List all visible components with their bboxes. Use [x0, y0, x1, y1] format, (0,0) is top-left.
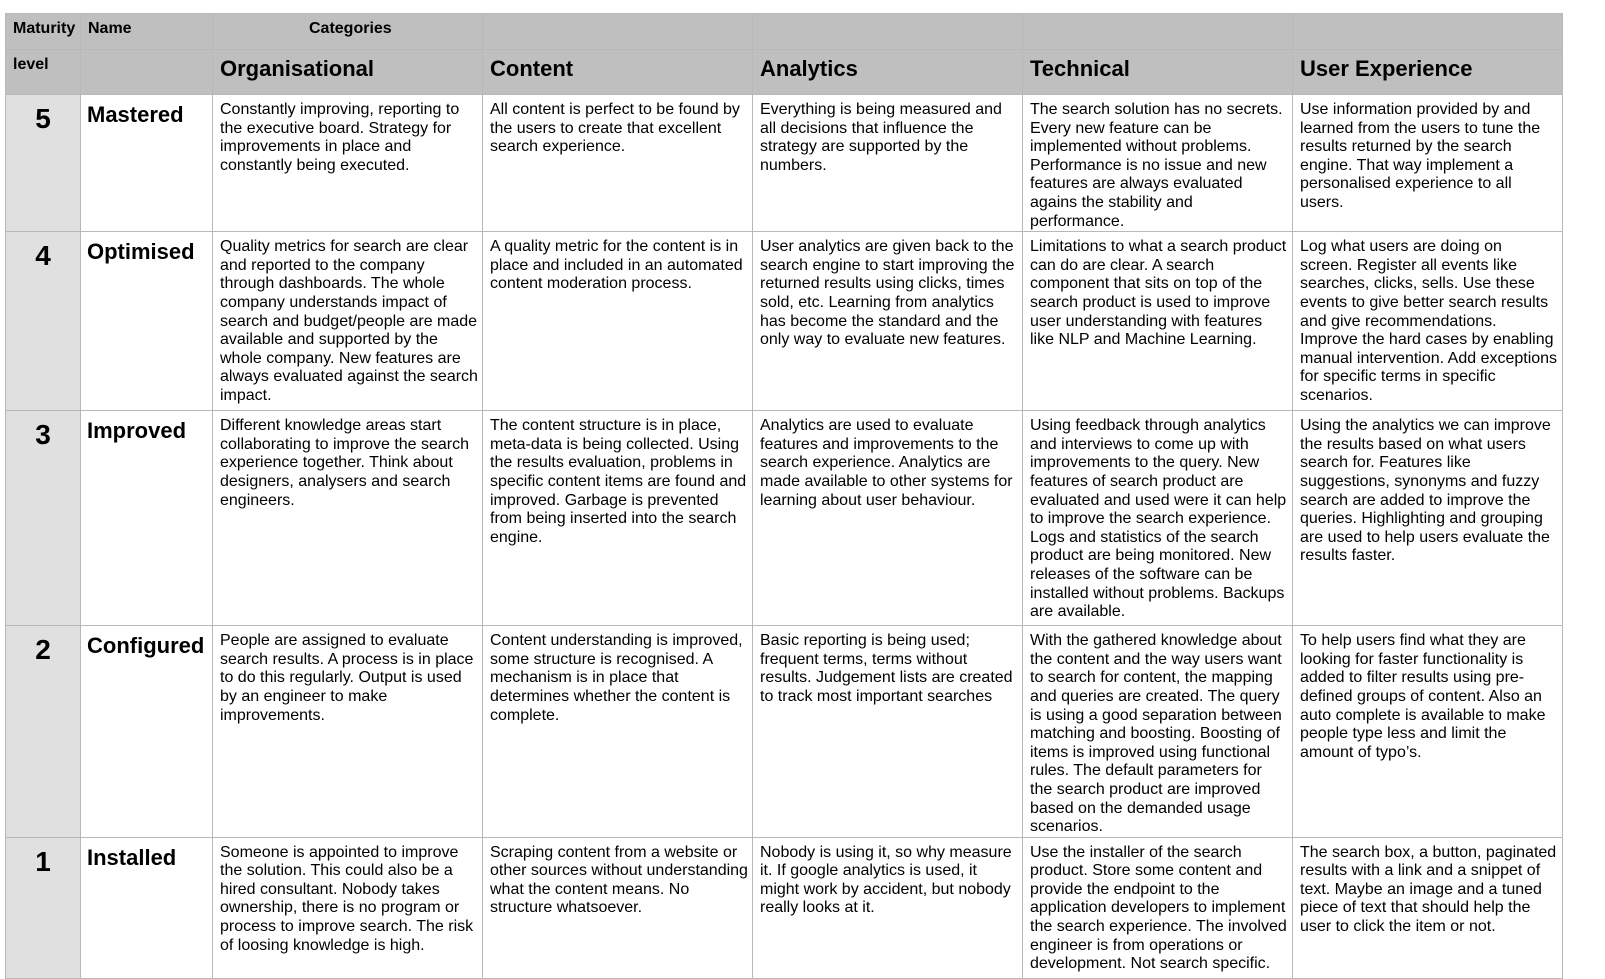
cell-analytics: User analytics are given back to the search engine to start improving the returned results using clicks, times sold, etc. Learning from analytics has become the standard and the only way to evaluate new features. — [753, 232, 1023, 411]
header-empty-cell — [1023, 14, 1293, 50]
cell-content: A quality metric for the content is in place and included in an automated content moderation process. — [483, 232, 753, 411]
cell-technical: With the gathered knowledge about the content and the way users want to search for content, the mapping and queries are created. The query is using a good separation between matching and boosting. Boosting of items is improved using functional rules. The default parameters for the search product are improved based on the demanded usage scenarios. — [1023, 626, 1293, 838]
cell-analytics: Analytics are used to evaluate features and improvements to the search experience. Analytics are made available to other systems for learning about user behaviour. — [753, 411, 1023, 626]
cell-content: Content understanding is improved, some structure is recognised. A mechanism is in place that determines whether the content is complete. — [483, 626, 753, 838]
cell-organisational: Quality metrics for search are clear and reported to the company through dashboards. The whole company understands impact of search and budget/people are made available and supported by the whole company. New features are always evaluated against the search impact. — [213, 232, 483, 411]
maturity-level-name: Optimised — [81, 232, 213, 411]
header-empty-cell — [81, 50, 213, 95]
table-row — [6, 837, 1563, 978]
header-row-top — [6, 14, 1563, 50]
column-header-content: Content — [483, 50, 753, 95]
table-row — [6, 411, 1563, 626]
maturity-level-number: 2 — [6, 626, 81, 838]
column-header-user-experience: User Experience — [1293, 50, 1563, 95]
maturity-level-name: Mastered — [81, 95, 213, 232]
maturity-level-name: Improved — [81, 411, 213, 626]
cell-analytics: Basic reporting is being used; frequent terms, terms without results. Judgement lists are created to track most important searches — [753, 626, 1023, 838]
cell-user-experience: To help users find what they are looking for faster functionality is added to filter results using pre-defined groups of content. Also an auto complete is available to make people type less and limit the amount of typo’s. — [1293, 626, 1563, 838]
cell-user-experience: Use information provided by and learned from the users to tune the results returned by the search engine. That way implement a personalised experience to all users. — [1293, 95, 1563, 232]
cell-organisational: Constantly improving, reporting to the executive board. Strategy for improvements in place and constantly being executed. — [213, 95, 483, 232]
table-row — [6, 95, 1563, 232]
cell-user-experience: Using the analytics we can improve the results based on what users search for. Features like suggestions, synonyms and fuzzy search are added to improve the queries. Highlighting and grouping are used to help users evaluate the results faster. — [1293, 411, 1563, 626]
header-row-columns — [6, 50, 1563, 95]
cell-user-experience: The search box, a button, paginated results with a link and a snippet of text. Maybe an image and a tuned piece of text that should help the user to click the item or not. — [1293, 837, 1563, 978]
cell-content: All content is perfect to be found by the users to create that excellent search experience. — [483, 95, 753, 232]
column-header-technical: Technical — [1023, 50, 1293, 95]
header-empty-cell — [483, 14, 753, 50]
header-maturity: Maturity — [6, 14, 81, 50]
cell-user-experience: Log what users are doing on screen. Register all events like searches, clicks, sells. Use these events to give better search results and give recommendations. Improve the hard cases by enabling manual intervention. Add exceptions for specific terms in specific scenarios. — [1293, 232, 1563, 411]
maturity-matrix-table — [5, 13, 1563, 979]
header-name: Name — [81, 14, 213, 50]
maturity-level-number: 5 — [6, 95, 81, 232]
cell-technical: Using feedback through analytics and interviews to come up with improvements to the query. New features of search product are evaluated and used were it can help to improve the search experience. Logs and statistics of the search product are being monitored. New releases of the software can be installed without problems. Backups are available. — [1023, 411, 1293, 626]
maturity-level-number: 4 — [6, 232, 81, 411]
table-row — [6, 232, 1563, 411]
maturity-level-number: 1 — [6, 837, 81, 978]
header-empty-cell — [1293, 14, 1563, 50]
column-header-analytics: Analytics — [753, 50, 1023, 95]
cell-technical: Use the installer of the search product. Store some content and provide the endpoint to the application developers to implement the search experience. The involved engineer is from operations or development. Not search specific. — [1023, 837, 1293, 978]
cell-technical: The search solution has no secrets. Every new feature can be implemented without problems. Performance is no issue and new features are always evaluated agains the stability and performance. — [1023, 95, 1293, 232]
header-level: level — [6, 50, 81, 95]
cell-organisational: Different knowledge areas start collaborating to improve the search experience together. Think about designers, analysers and search engineers. — [213, 411, 483, 626]
maturity-level-name: Installed — [81, 837, 213, 978]
cell-technical: Limitations to what a search product can do are clear. A search component that sits on top of the search product is used to improve user understanding with features like NLP and Machine Learning. — [1023, 232, 1293, 411]
table-row — [6, 626, 1563, 838]
cell-analytics: Everything is being measured and all decisions that influence the strategy are supported by the numbers. — [753, 95, 1023, 232]
maturity-level-name: Configured — [81, 626, 213, 838]
cell-organisational: Someone is appointed to improve the solution. This could also be a hired consultant. Nobody takes ownership, there is no program or process to improve search. The risk of loosing knowledge is high. — [213, 837, 483, 978]
maturity-level-number: 3 — [6, 411, 81, 626]
header-empty-cell — [753, 14, 1023, 50]
column-header-organisational: Organisational — [213, 50, 483, 95]
cell-content: Scraping content from a website or other sources without understanding what the content means. No structure whatsoever. — [483, 837, 753, 978]
header-categories: Categories — [213, 14, 483, 50]
cell-content: The content structure is in place, meta-data is being collected. Using the results evaluation, problems in specific content items are found and improved. Garbage is prevented from being inserted into the search engine. — [483, 411, 753, 626]
cell-organisational: People are assigned to evaluate search results. A process is in place to do this regularly. Output is used by an engineer to make improvements. — [213, 626, 483, 838]
cell-analytics: Nobody is using it, so why measure it. If google analytics is used, it might work by accident, but nobody really looks at it. — [753, 837, 1023, 978]
